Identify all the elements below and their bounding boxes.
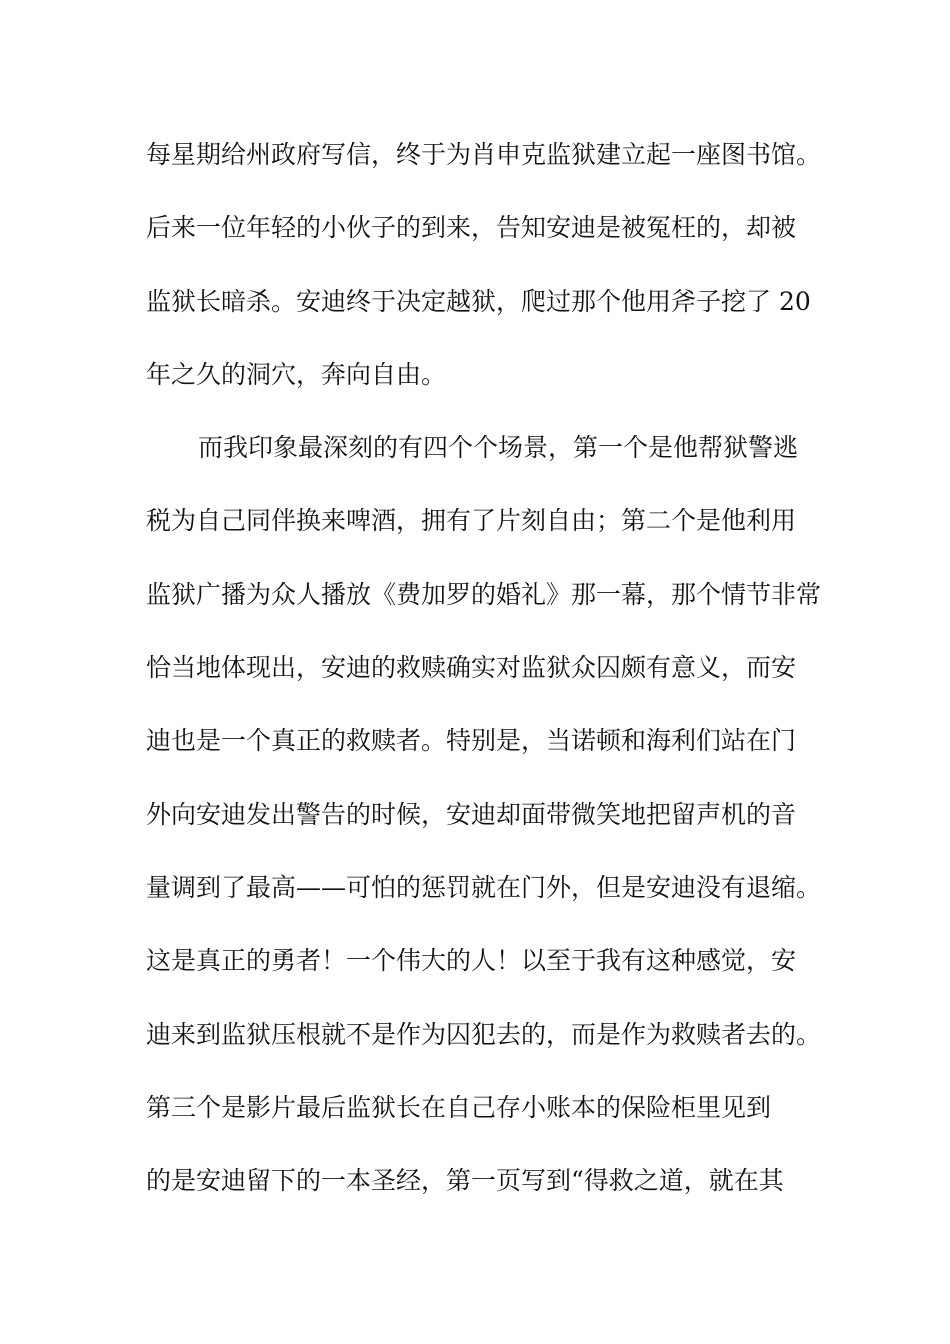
text-line: 年之久的洞穴，奔向自由。 bbox=[146, 359, 447, 389]
text-line: 监狱广播为众人播放《费加罗的婚礼》那一幕，那个情节非常 bbox=[146, 579, 822, 609]
text-line: 恰当地体现出，安迪的救赎确实对监狱众囚颇有意义，而安 bbox=[146, 653, 797, 683]
text-line: 后来一位年轻的小伙子的到来，告知安迪是被冤枉的，却被 bbox=[146, 213, 797, 243]
text-line: 迪来到监狱压根就不是作为囚犯去的，而是作为救赎者去的。 bbox=[146, 1019, 822, 1049]
text-line: 税为自己同伴换来啤酒，拥有了片刻自由；第二个是他利用 bbox=[146, 506, 797, 536]
text-line: 的是安迪留下的一本圣经，第一页写到“得救之道，就在其 bbox=[146, 1166, 784, 1196]
text-line: 迪也是一个真正的救赎者。特别是，当诺顿和海利们站在门 bbox=[146, 726, 797, 756]
text-line: 每星期给州政府写信，终于为肖申克监狱建立起一座图书馆。 bbox=[146, 140, 822, 169]
text-line: 量调到了最高——可怕的惩罚就在门外，但是安迪没有退缩。 bbox=[146, 872, 822, 902]
text-line: 第三个是影片最后监狱长在自己存小账本的保险柜里见到 bbox=[146, 1092, 772, 1122]
text-line: 监狱长暗杀。安迪终于决定越狱，爬过那个他用斧子挖了 20 bbox=[146, 286, 811, 316]
paragraph-start-line: 而我印象最深刻的有四个个场景，第一个是他帮狱警逃 bbox=[198, 433, 799, 463]
body-text bbox=[146, 118, 826, 1217]
text-line: 外向安迪发出警告的时候，安迪却面带微笑地把留声机的音 bbox=[146, 799, 797, 829]
text-line: 这是真正的勇者！一个伟大的人！以至于我有这种感觉，安 bbox=[146, 946, 797, 976]
